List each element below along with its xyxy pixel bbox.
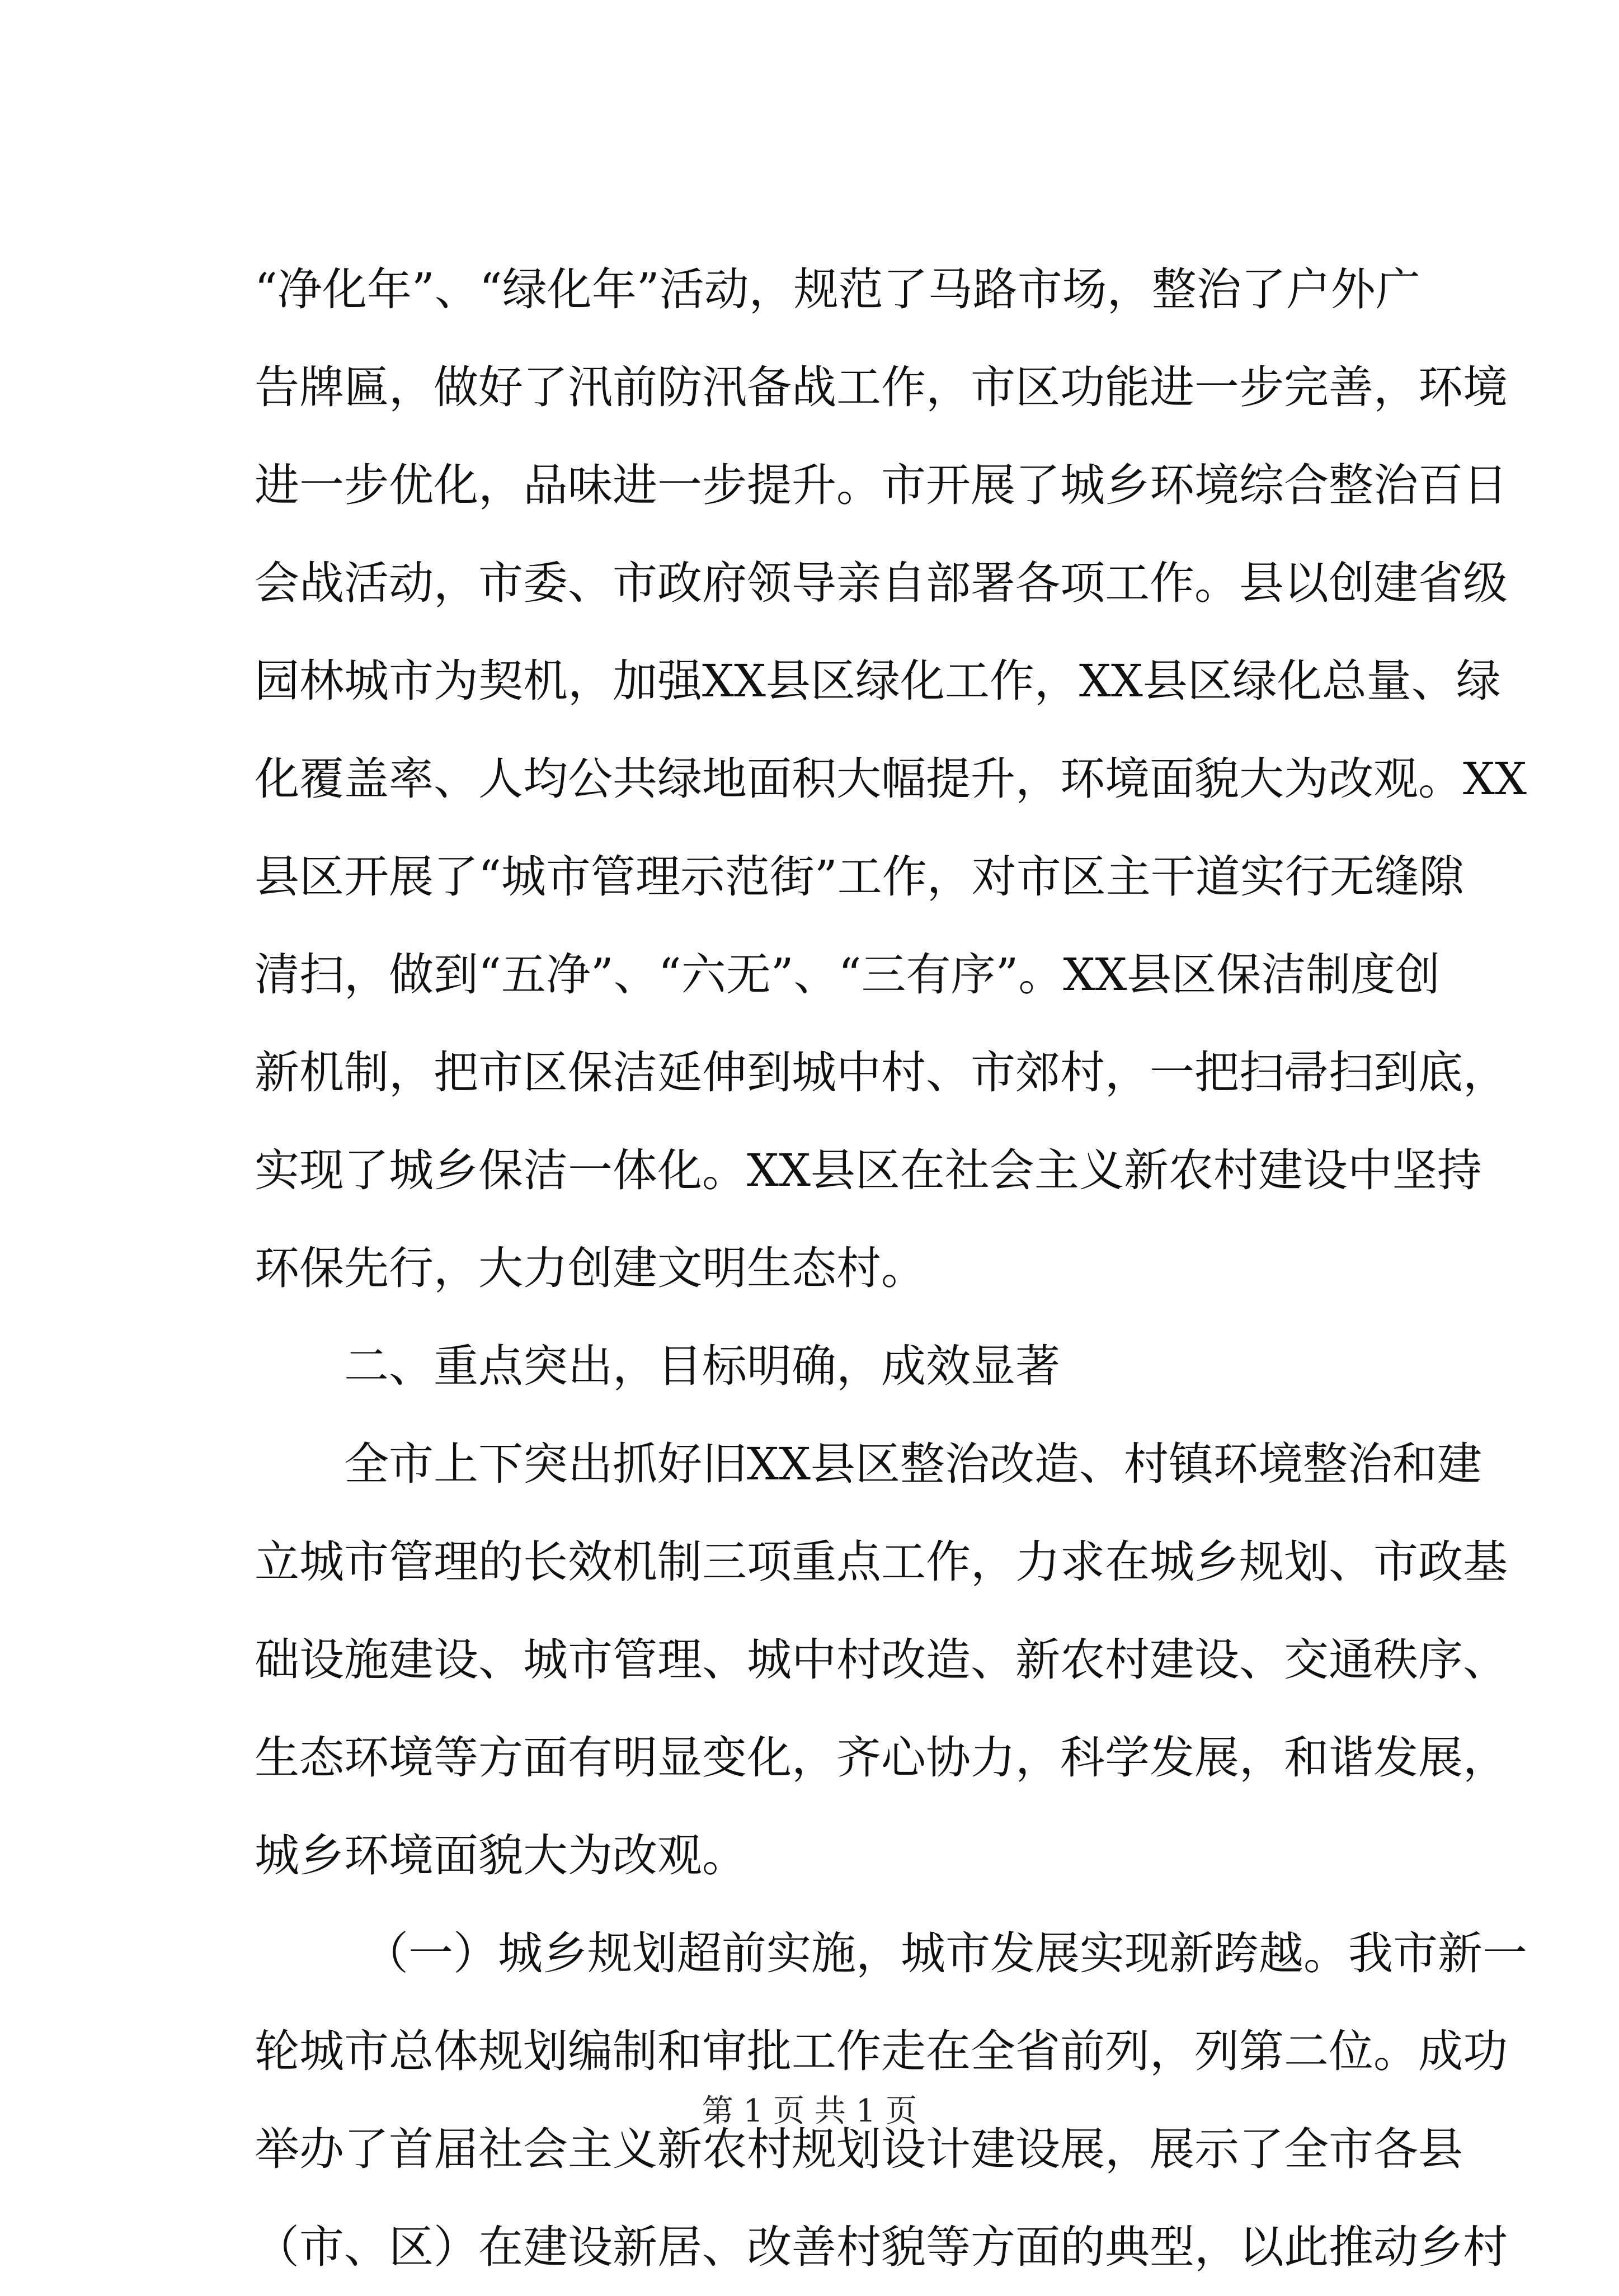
text-line: 全市上下突出抓好旧XX县区整治改造、村镇环境整治和建 (344, 1438, 1482, 1490)
text-line: “净化年”、“绿化年”活动，规范了马路市场，整治了户外广 (255, 263, 1420, 315)
text-line: 础设施建设、城市管理、城中村改造、新农村建设、交通秩序、 (255, 1634, 1508, 1686)
text-line: 县区开展了“城市管理示范街”工作，对市区主干道实行无缝隙 (255, 851, 1464, 903)
text-line: 立城市管理的长效机制三项重点工作，力求在城乡规划、市政基 (255, 1536, 1508, 1588)
text-line: 生态环境等方面有明显变化，齐心协力，科学发展，和谐发展， (255, 1732, 1508, 1784)
subsection-heading-line: （一）城乡规划超前实施，城市发展实现新跨越。我市新一 (364, 1927, 1527, 1979)
text-line: 环保先行，大力创建文明生态村。 (255, 1242, 926, 1294)
text-line: （市、区）在建设新居、改善村貌等方面的典型，以此推动乡村 (255, 2221, 1508, 2273)
text-line: 园林城市为契机，加强XX县区绿化工作，XX县区绿化总量、绿 (255, 655, 1501, 707)
text-line: 清扫，做到“五净”、“六无”、“三有序”。XX县区保洁制度创 (255, 949, 1441, 1001)
text-line: 会战活动，市委、市政府领导亲自部署各项工作。县以创建省级 (255, 557, 1508, 609)
text-line: 新机制，把市区保洁延伸到城中村、市郊村，一把扫帚扫到底， (255, 1046, 1508, 1099)
text-line: 城乡环境面貌大为改观。 (255, 1830, 747, 1882)
text-line: 化覆盖率、人均公共绿地面积大幅提升，环境面貌大为改观。XX (255, 753, 1527, 805)
section-heading: 二、重点突出，目标明确，成效显著 (344, 1340, 1060, 1392)
text-line: 进一步优化，品味进一步提升。市开展了城乡环境综合整治百日 (255, 459, 1508, 511)
page-number-footer: 第 1 页 共 1 页 (702, 2093, 917, 2129)
document-body (255, 241, 1527, 2296)
text-line: 实现了城乡保洁一体化。XX县区在社会主义新农村建设中坚持 (255, 1144, 1482, 1196)
text-line: 举办了首届社会主义新农村规划设计建设展，展示了全市各县 (255, 2123, 1463, 2175)
text-line: 告牌匾，做好了汛前防汛备战工作，市区功能进一步完善，环境 (255, 361, 1508, 413)
text-line: 轮城市总体规划编制和审批工作走在全省前列，列第二位。成功 (255, 2025, 1508, 2077)
